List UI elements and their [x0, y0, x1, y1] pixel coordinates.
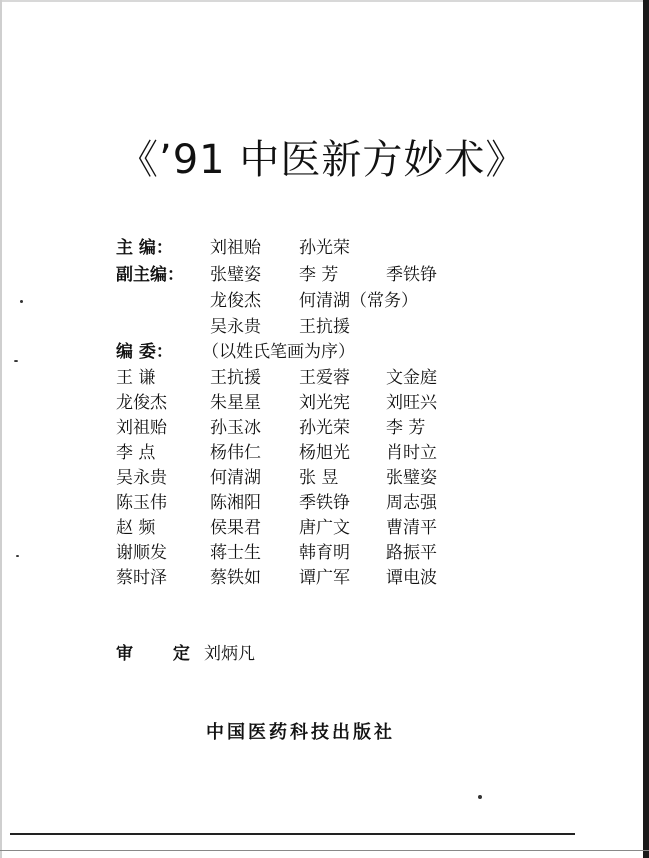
- committee-member: 蔡时泽: [116, 568, 167, 588]
- editor-in-chief-label: 主 编：: [116, 238, 173, 258]
- scan-speck: [478, 795, 482, 799]
- deputy-editor-name: 李 芳: [299, 265, 339, 285]
- committee-member: 季铁铮: [299, 493, 350, 513]
- deputy-editor-name: 龙俊杰: [210, 291, 261, 311]
- committee-member: 刘祖贻: [116, 418, 167, 438]
- committee-member: 张 昱: [299, 468, 339, 488]
- committee-member: 王抗援: [210, 368, 261, 388]
- committee-member: 曹清平: [386, 518, 437, 538]
- committee-member: 王爱蓉: [299, 368, 350, 388]
- book-title: 《’91 中医新方妙术》: [118, 137, 527, 183]
- committee-member: 李 点: [116, 443, 156, 463]
- deputy-editors-label: 副主编：: [116, 265, 184, 285]
- committee-member: 谭广军: [299, 568, 350, 588]
- committee-member: 赵 频: [116, 518, 156, 538]
- committee-member: 蒋士生: [210, 543, 261, 563]
- scan-speck: [20, 300, 23, 303]
- committee-member: 杨旭光: [299, 443, 350, 463]
- deputy-editor-name: 季铁铮: [386, 265, 437, 285]
- committee-member: 谭电波: [386, 568, 437, 588]
- committee-member: 陈湘阳: [210, 493, 261, 513]
- committee-member: 陈玉伟: [116, 493, 167, 513]
- deputy-editor-name: 吴永贵: [210, 317, 261, 337]
- page-top-edge: [0, 0, 649, 2]
- page-left-edge: [0, 0, 2, 858]
- committee-member: 龙俊杰: [116, 393, 167, 413]
- committee-member: 吴永贵: [116, 468, 167, 488]
- committee-member: 李 芳: [386, 418, 426, 438]
- committee-label: 编 委：: [116, 342, 173, 362]
- committee-member: 何清湖: [210, 468, 261, 488]
- scan-speck: [14, 360, 18, 362]
- committee-member: 蔡铁如: [210, 568, 261, 588]
- deputy-editor-name: 何清湖（常务）: [299, 291, 418, 311]
- committee-member: 韩育明: [299, 543, 350, 563]
- bottom-edge: [0, 850, 649, 851]
- deputy-editor-name: 王抗援: [299, 317, 350, 337]
- editor-name: 孙光荣: [299, 238, 350, 258]
- deputy-editor-name: 张璧姿: [210, 265, 261, 285]
- committee-member: 孙玉冰: [210, 418, 261, 438]
- committee-member: 文金庭: [386, 368, 437, 388]
- page-right-edge: [643, 0, 649, 858]
- committee-member: 张璧姿: [386, 468, 437, 488]
- committee-member: 周志强: [386, 493, 437, 513]
- reviewer-label: 审 定: [116, 644, 207, 664]
- committee-member: 王 谦: [116, 368, 156, 388]
- editor-name: 刘祖贻: [210, 238, 261, 258]
- committee-member: 谢顺发: [116, 543, 167, 563]
- scan-speck: [16, 555, 19, 557]
- publisher-name: 中国医药科技出版社: [206, 722, 395, 743]
- committee-order-note: （以姓氏笔画为序）: [202, 342, 355, 362]
- committee-member: 唐广文: [299, 518, 350, 538]
- committee-member: 孙光荣: [299, 418, 350, 438]
- committee-member: 刘旺兴: [386, 393, 437, 413]
- committee-member: 刘光宪: [299, 393, 350, 413]
- committee-member: 路振平: [386, 543, 437, 563]
- committee-member: 杨伟仁: [210, 443, 261, 463]
- committee-member: 肖时立: [386, 443, 437, 463]
- bottom-rule: [10, 833, 575, 835]
- committee-member: 侯果君: [210, 518, 261, 538]
- committee-member: 朱星星: [210, 393, 261, 413]
- reviewer-name: 刘炳凡: [204, 644, 255, 664]
